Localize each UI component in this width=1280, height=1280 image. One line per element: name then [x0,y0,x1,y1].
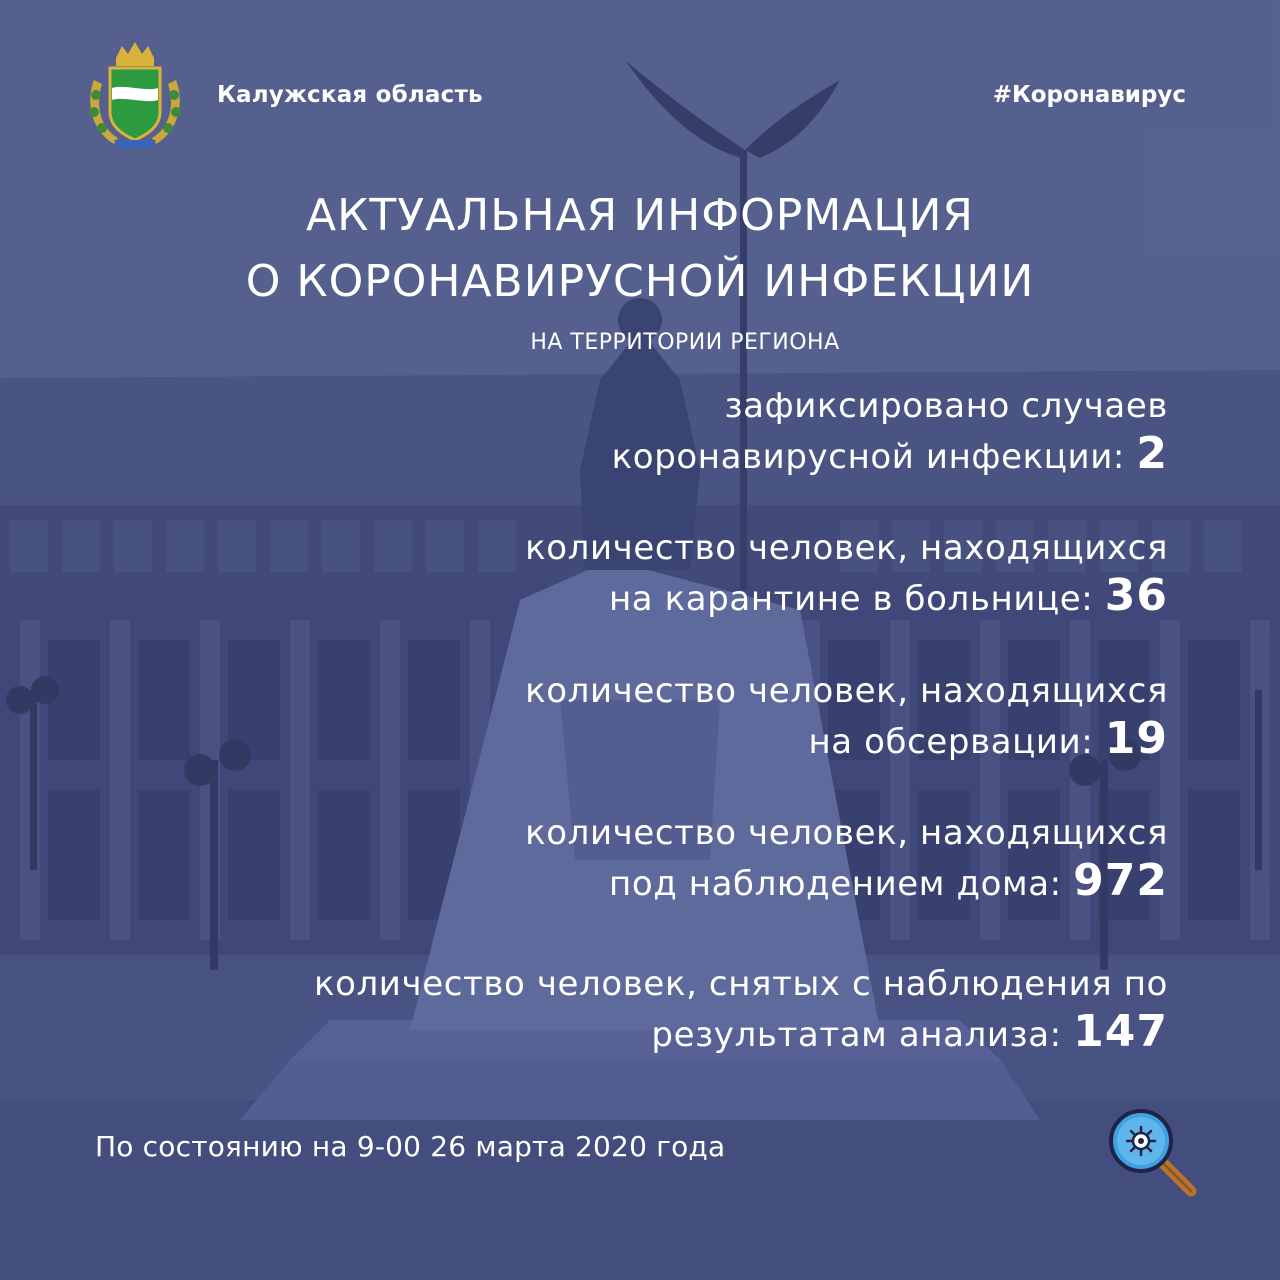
stat-value: 972 [1073,855,1168,906]
stat-home-monitoring [525,810,1168,908]
stat-released [314,961,1168,1059]
stat-label-line-2 [525,715,1168,766]
kaluga-coat-of-arms-icon [84,40,186,152]
status-date: По состоянию на 9-00 26 марта 2020 года [95,1130,726,1163]
region-name: Калужская область [217,82,483,108]
title-line-2: О КОРОНАВИРУСНОЙ ИНФЕКЦИИ [245,256,1035,307]
stat-observation [525,668,1168,766]
stat-label-line-1: количество человек, находящихся [525,671,1168,711]
stat-label-line-1: зафиксировано случаев [724,386,1168,426]
stat-value: 2 [1136,428,1168,479]
stat-value: 36 [1104,570,1168,621]
title-line-1: АКТУАЛЬНАЯ ИНФОРМАЦИЯ [306,190,974,241]
stat-label-line-2 [525,572,1168,623]
stat-label-line-2 [314,1008,1168,1059]
stat-label-line-1: количество человек, находящихся [525,813,1168,853]
stat-label: на карантине в больнице: [608,579,1094,619]
stat-label: на обсервации: [808,722,1094,762]
stat-confirmed-cases [612,383,1168,481]
stat-label-line-1: количество человек, снятых с наблюдения по [313,964,1168,1004]
subtitle: НА ТЕРРИТОРИИ РЕГИОНА [530,330,840,355]
hashtag: #Коронавирус [992,82,1186,108]
stat-label: под наблюдением дома: [609,864,1062,904]
stat-label-line-1: количество человек, находящихся [525,528,1168,568]
stat-hospital-quarantine [525,525,1168,623]
virus-magnifier-icon [1105,1105,1200,1200]
stat-label-line-2 [612,430,1168,481]
stat-value: 147 [1073,1006,1168,1057]
stat-value: 19 [1104,713,1168,764]
stat-label: коронавирусной инфекции: [611,437,1125,477]
stat-label: результатам анализа: [651,1015,1062,1055]
stat-label-line-2 [525,857,1168,908]
